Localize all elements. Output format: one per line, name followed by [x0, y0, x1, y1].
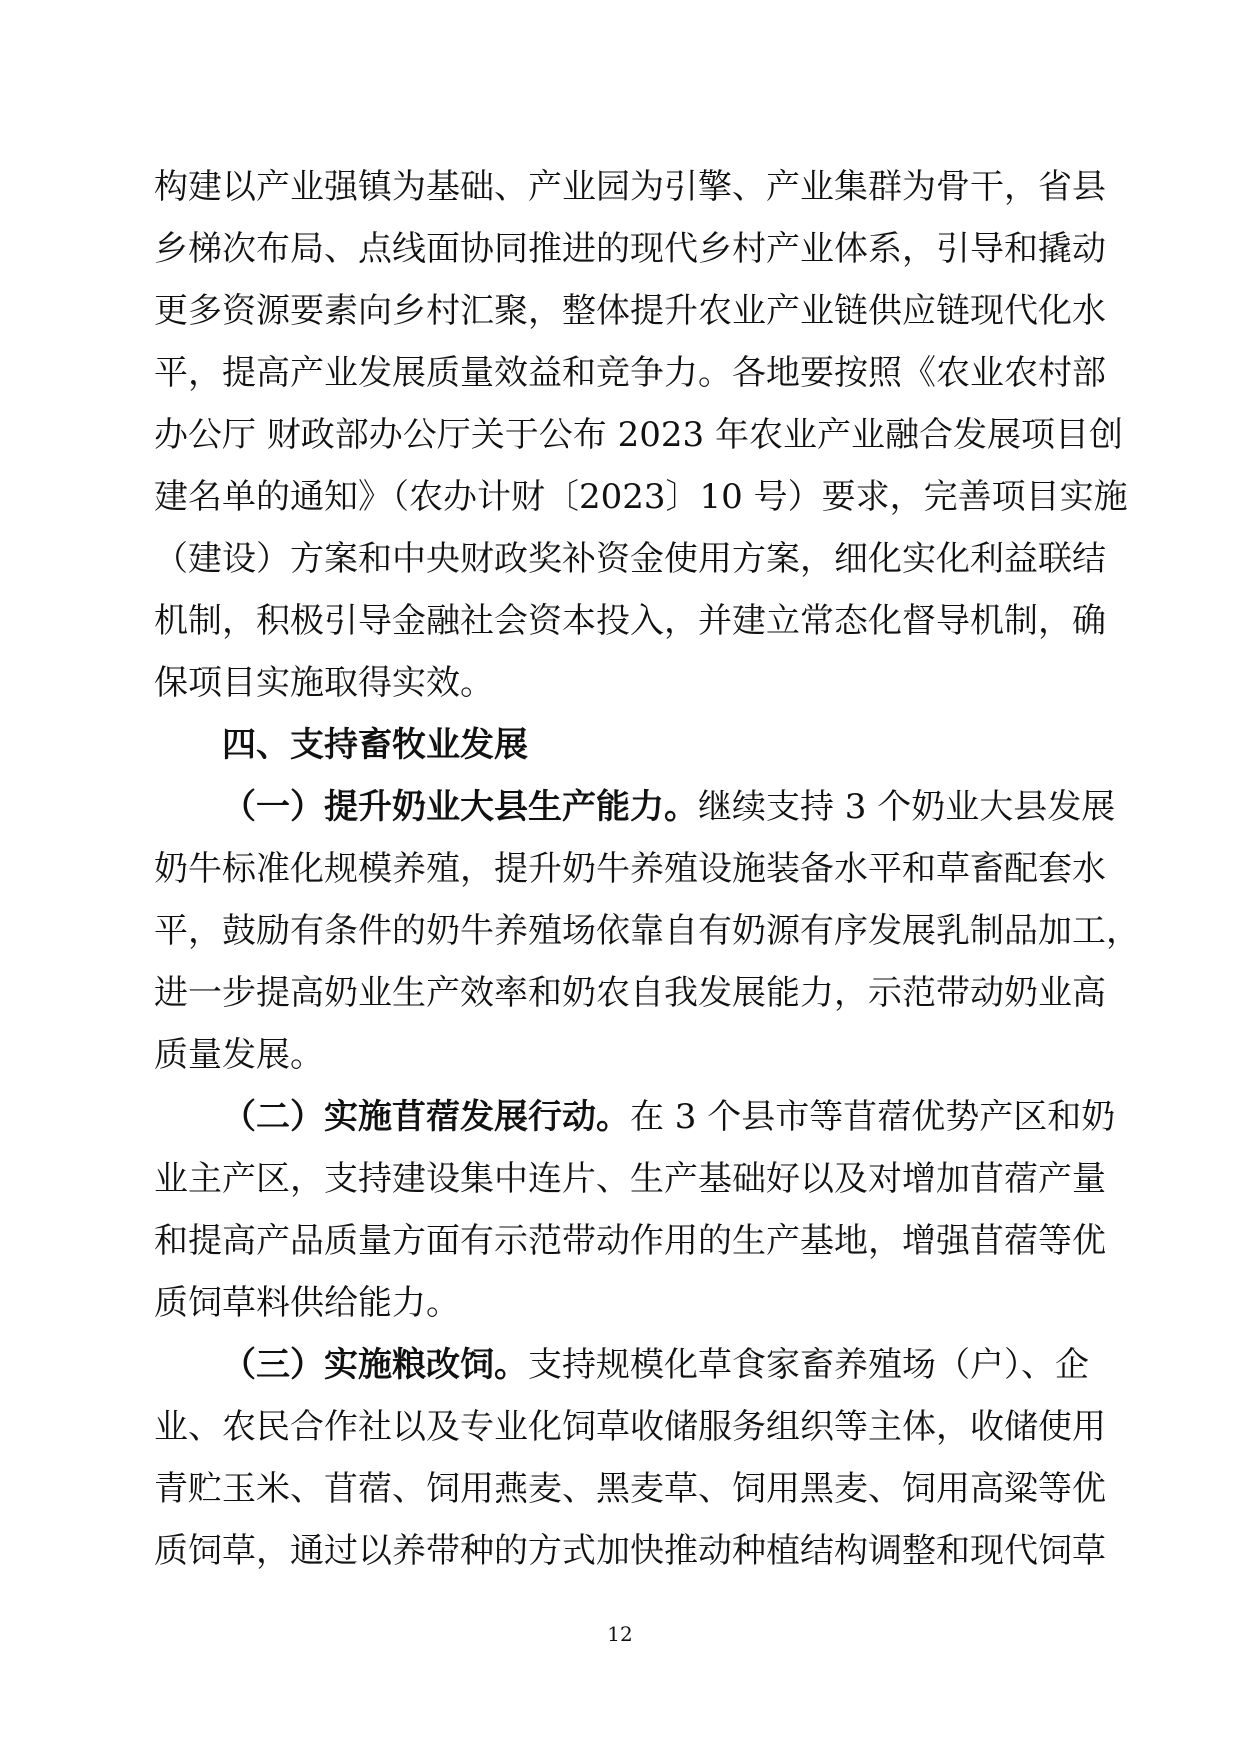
item-3-line-2: 业、农民合作社以及专业化饲草收储服务组织等主体，收储使用: [154, 1407, 1106, 1447]
item-2-title: （二）实施苜蓿发展行动。: [222, 1097, 630, 1137]
item-2-first-line: [154, 1086, 1116, 1148]
item-3-first-rest: 支持规模化草食家畜养殖场（户）、企: [528, 1345, 1089, 1385]
paragraph-1-line-8: 机制，积极引导金融社会资本投入，并建立常态化督导机制，确: [154, 601, 1106, 641]
paragraph-1-line-1: 构建以产业强镇为基础、产业园为引擎、产业集群为骨干，省县: [154, 167, 1106, 207]
item-3-line-4: 质饲草，通过以养带种的方式加快推动种植结构调整和现代饲草: [154, 1531, 1106, 1571]
paragraph-1-line-6: 建名单的通知》（农办计财〔2023〕10 号）要求，完善项目实施: [154, 477, 1128, 517]
paragraph-1-line-2: 乡梯次布局、点线面协同推进的现代乡村产业体系，引导和撬动: [154, 229, 1106, 269]
item-2-line-4: 质饲草料供给能力。: [154, 1283, 460, 1323]
paragraph-1-line-3: 更多资源要素向乡村汇聚，整体提升农业产业链供应链现代化水: [154, 291, 1106, 331]
item-1-line-5: 质量发展。: [154, 1035, 324, 1075]
item-1-first-rest: 继续支持 3 个奶业大县发展: [698, 787, 1116, 827]
item-1-line-2: 奶牛标准化规模养殖，提升奶牛养殖设施装备水平和草畜配套水: [154, 849, 1106, 889]
section-heading: 四、支持畜牧业发展: [222, 725, 528, 765]
paragraph-1-line-9: 保项目实施取得实效。: [154, 663, 494, 703]
paragraph-1-line-7: （建设）方案和中央财政奖补资金使用方案，细化实化利益联结: [154, 539, 1106, 579]
item-1-line-3: 平，鼓励有条件的奶牛养殖场依靠自有奶源有序发展乳制品加工，: [154, 911, 1140, 951]
item-2-line-2: 业主产区，支持建设集中连片、生产基础好以及对增加苜蓿产量: [154, 1159, 1106, 1199]
item-3-first-line: [154, 1334, 1089, 1396]
item-1-first-line: [154, 776, 1116, 838]
item-3-title: （三）实施粮改饲。: [222, 1345, 528, 1385]
item-3-line-3: 青贮玉米、苜蓿、饲用燕麦、黑麦草、饲用黑麦、饲用高粱等优: [154, 1469, 1106, 1509]
body-text: [154, 156, 1140, 1582]
item-2-line-3: 和提高产品质量方面有示范带动作用的生产基地，增强苜蓿等优: [154, 1221, 1106, 1261]
paragraph-1-line-4: 平，提高产业发展质量效益和竞争力。各地要按照《农业农村部: [154, 353, 1106, 393]
item-1-line-4: 进一步提高奶业生产效率和奶农自我发展能力，示范带动奶业高: [154, 973, 1106, 1013]
paragraph-1-line-5: 办公厅 财政部办公厅关于公布 2023 年农业产业融合发展项目创: [154, 415, 1123, 455]
item-1-title: （一）提升奶业大县生产能力。: [222, 787, 698, 827]
page-number: 12: [607, 1622, 633, 1646]
item-2-first-rest: 在 3 个县市等苜蓿优势产区和奶: [630, 1097, 1116, 1137]
